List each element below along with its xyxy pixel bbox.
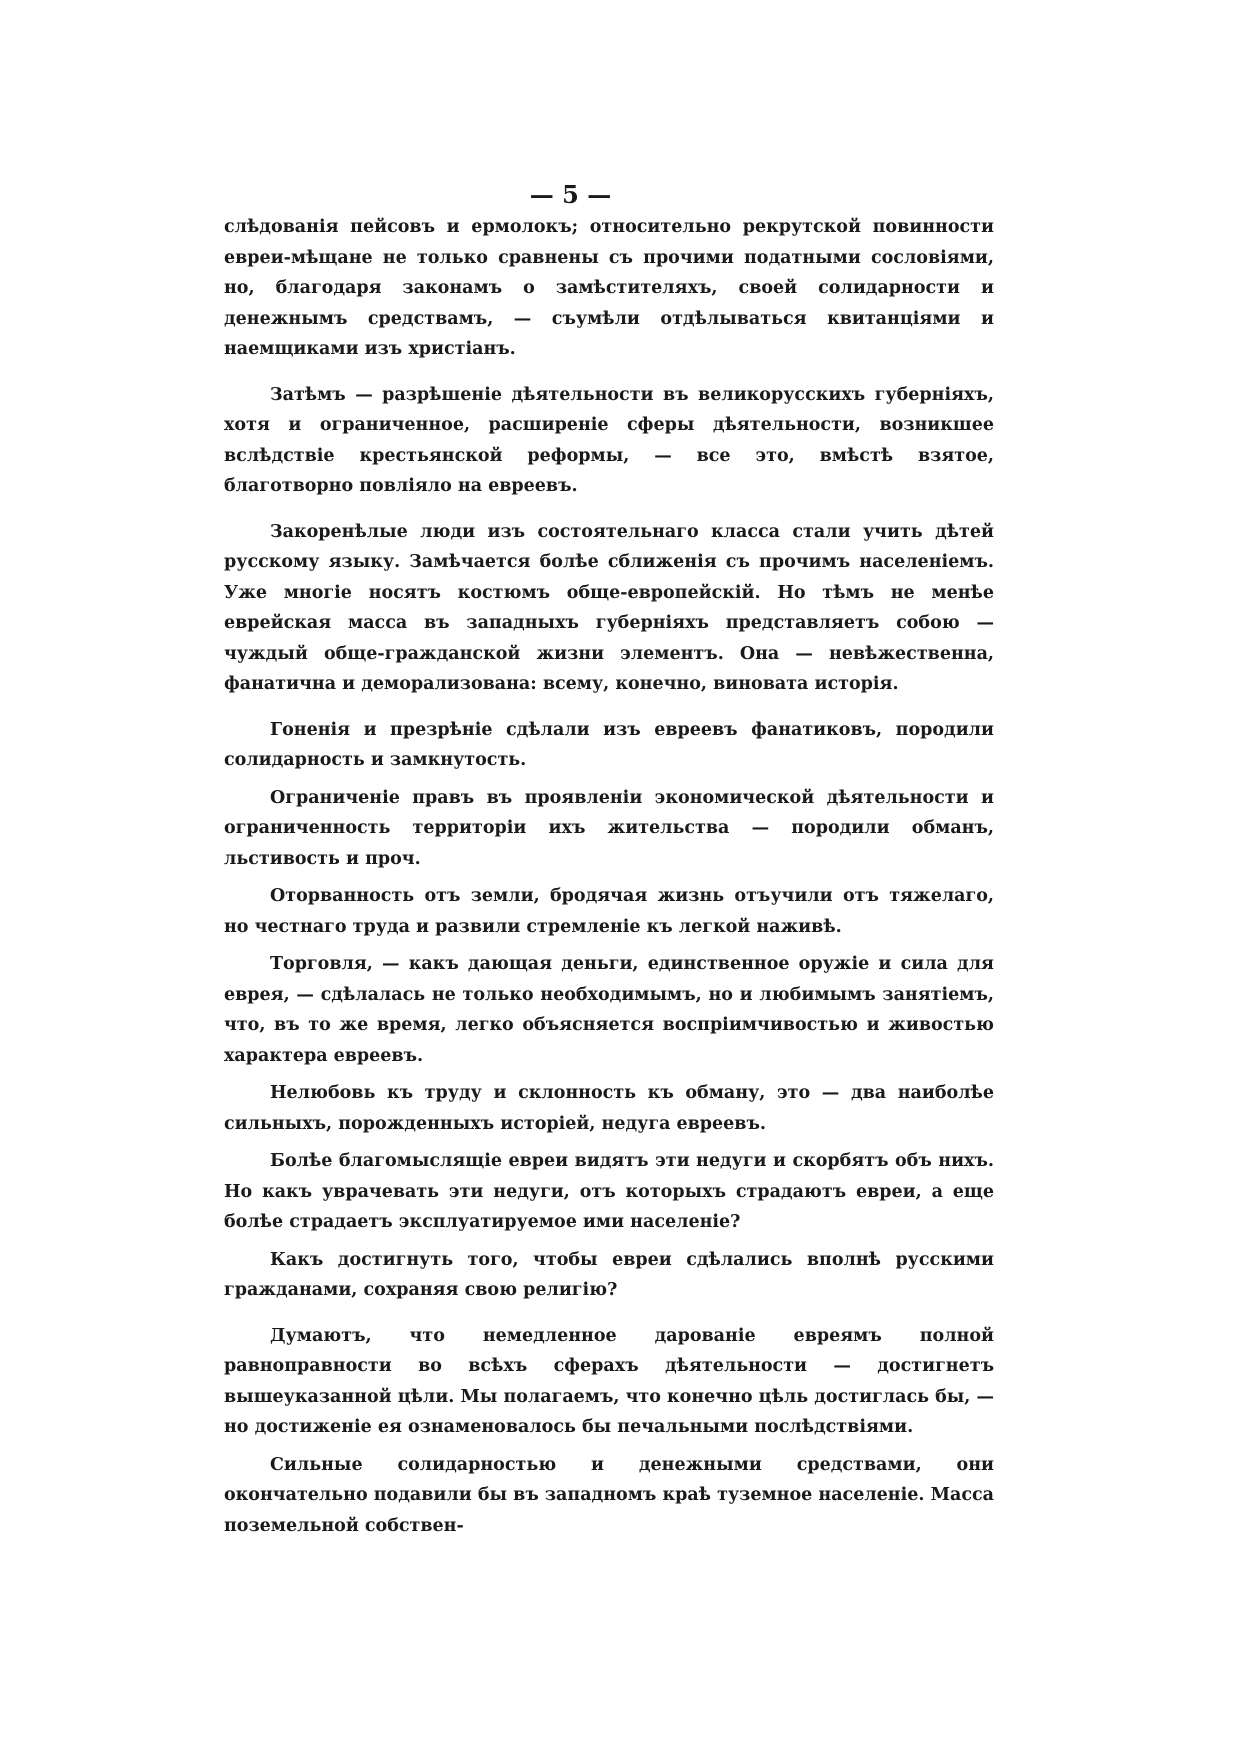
paragraph: Сильные солидарностью и денежными средствами, они окончательно подавили бы въ западномъ краѣ туземное населеніе. Масса поземельной собствен-: [224, 1454, 994, 1536]
paragraph: Гоненія и презрѣніе сдѣлали изъ евреевъ фанатиковъ, породили солидарность и замкнутость.: [224, 719, 994, 770]
paragraph: Торговля, — какъ дающая деньги, единственное оружіе и сила для еврея, — сдѣлалась не только необходимымъ, но и любимымъ занятіемъ, что, въ то же время, легко объясняется воспріимчивостью и живостью характера евреевъ.: [224, 954, 994, 1066]
paragraph: Какъ достигнуть того, чтобы евреи сдѣлались вполнѣ русскими гражданами, сохраняя свою религію?: [224, 1249, 994, 1300]
paragraph: Ограниченіе правъ въ проявленіи экономической дѣятельности и ограниченность территоріи ихъ жительства — породили обманъ, льстивость и проч.: [224, 787, 994, 869]
body-text: [224, 212, 994, 1541]
paragraph: Закоренѣлые люди изъ состоятельнаго класса стали учить дѣтей русскому языку. Замѣчается болѣе сближенія съ прочимъ населеніемъ. Уже многіе носятъ костюмъ обще-европейскій. Но тѣмъ не менѣе еврейская масса въ западныхъ губерніяхъ представляетъ собою — чуждый обще-гражданской жизни элементъ. Она — невѣжественна, фанатична и деморализована: всему, конечно, виновата исторія.: [224, 521, 994, 694]
paragraph: Оторванность отъ земли, бродячая жизнь отъучили отъ тяжелаго, но честнаго труда и развили стремленіе къ легкой наживѣ.: [224, 886, 994, 937]
paragraph: Болѣе благомыслящіе евреи видятъ эти недуги и скорбятъ объ нихъ. Но какъ уврачевать эти недуги, отъ которыхъ страдаютъ евреи, а еще болѣе страдаетъ эксплуатируемое ими населеніе?: [224, 1151, 994, 1232]
paragraph: Затѣмъ — разрѣшеніе дѣятельности въ великорусскихъ губерніяхъ, хотя и ограниченное, расширеніе сферы дѣятельности, возникшее вслѣдствіе крестьянской реформы, — все это, вмѣстѣ взятое, благотворно повліяло на евреевъ.: [224, 384, 994, 496]
paragraph: Нелюбовь къ труду и склонность къ обману, это — два наиболѣе сильныхъ, порожденныхъ исторіей, недуга евреевъ.: [224, 1083, 994, 1134]
page-number: — 5 —: [529, 180, 612, 209]
paragraph: слѣдованія пейсовъ и ермолокъ; относительно рекрутской повинности евреи-мѣщане не только сравнены съ прочими податными сословіями, но, благодаря законамъ о замѣстителяхъ, своей солидарности и денежнымъ средствамъ, — съумѣли отдѣлываться квитанціями и наемщиками изъ христіанъ.: [224, 217, 994, 359]
paragraph: Думаютъ, что немедленное дарованіе евреямъ полной равноправности во всѣхъ сферахъ дѣятельности — достигнетъ вышеуказанной цѣли. Мы полагаемъ, что конечно цѣль достиглась бы, — но достиженіе ея ознаменовалось бы печальными послѣдствіями.: [224, 1325, 994, 1437]
